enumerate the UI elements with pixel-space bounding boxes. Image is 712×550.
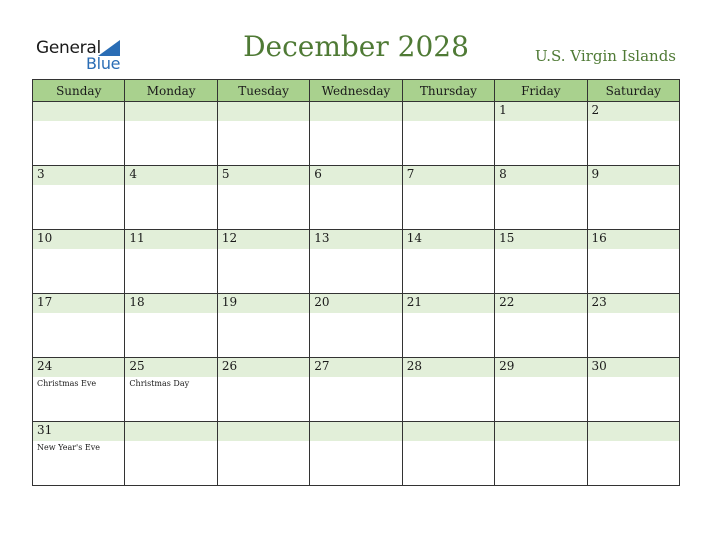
day-cell bbox=[587, 230, 679, 294]
day-number: 6 bbox=[314, 167, 322, 181]
day-cell bbox=[217, 230, 309, 294]
day-number: 2 bbox=[591, 103, 600, 117]
week-row bbox=[33, 422, 680, 486]
day-cell bbox=[125, 102, 217, 166]
week-row bbox=[33, 230, 680, 294]
day-number: 17 bbox=[37, 295, 53, 309]
weekday-header: Thursday bbox=[402, 80, 494, 102]
day-cell bbox=[125, 230, 217, 294]
day-cell bbox=[310, 166, 402, 230]
day-number: 29 bbox=[499, 359, 515, 373]
day-number-band bbox=[310, 422, 401, 441]
day-number: 10 bbox=[37, 231, 53, 245]
day-cell bbox=[217, 166, 309, 230]
day-number-band bbox=[125, 422, 216, 441]
day-number-band bbox=[495, 102, 586, 121]
day-number: 28 bbox=[406, 359, 422, 373]
day-number-band bbox=[588, 422, 679, 441]
day-cell bbox=[33, 294, 125, 358]
day-number: 24 bbox=[37, 359, 53, 373]
day-number-band bbox=[403, 166, 494, 185]
day-number: 25 bbox=[129, 359, 145, 373]
day-cell bbox=[125, 422, 217, 486]
day-cell bbox=[495, 422, 587, 486]
month-calendar bbox=[32, 79, 680, 486]
day-cell bbox=[402, 102, 494, 166]
day-cell bbox=[310, 230, 402, 294]
day-cell bbox=[495, 102, 587, 166]
day-number: 11 bbox=[129, 231, 145, 245]
day-cell bbox=[125, 166, 217, 230]
day-cell bbox=[495, 358, 587, 422]
calendar-body bbox=[33, 102, 680, 486]
day-number: 9 bbox=[591, 167, 600, 181]
day-number: 14 bbox=[406, 231, 422, 245]
day-number-band bbox=[310, 102, 401, 121]
day-cell bbox=[310, 422, 402, 486]
day-cell bbox=[402, 230, 494, 294]
day-number-band bbox=[403, 422, 494, 441]
day-number: 30 bbox=[591, 359, 607, 373]
day-number-band bbox=[218, 102, 309, 121]
day-number-band bbox=[403, 102, 494, 121]
day-cell bbox=[587, 102, 679, 166]
calendar-title: December 2028 bbox=[243, 30, 469, 63]
day-cell bbox=[217, 358, 309, 422]
day-number-band bbox=[310, 166, 401, 185]
day-number: 20 bbox=[314, 295, 330, 309]
day-number: 26 bbox=[221, 359, 238, 373]
day-number: 1 bbox=[499, 103, 507, 117]
day-number: 16 bbox=[591, 231, 607, 245]
region-name: U.S. Virgin Islands bbox=[535, 47, 676, 65]
day-number: 13 bbox=[314, 231, 330, 245]
day-number: 8 bbox=[499, 167, 507, 181]
day-number: 15 bbox=[499, 231, 515, 245]
day-number-band bbox=[125, 102, 216, 121]
day-cell bbox=[587, 294, 679, 358]
day-number: 3 bbox=[37, 167, 45, 181]
day-number: 22 bbox=[499, 295, 515, 309]
day-cell bbox=[402, 294, 494, 358]
day-number-band bbox=[33, 102, 124, 121]
weekday-header: Monday bbox=[125, 80, 217, 102]
weekday-header: Wednesday bbox=[310, 80, 402, 102]
day-number-band bbox=[495, 422, 586, 441]
day-cell bbox=[33, 422, 125, 486]
logo-text-general: General bbox=[36, 38, 101, 58]
logo-text-blue: Blue bbox=[86, 54, 121, 73]
day-cell bbox=[33, 358, 125, 422]
holiday-label: Christmas Day bbox=[129, 379, 190, 388]
day-cell bbox=[217, 102, 309, 166]
day-number: 31 bbox=[37, 423, 53, 437]
day-number-band bbox=[33, 166, 124, 185]
day-cell bbox=[310, 294, 402, 358]
day-cell bbox=[310, 358, 402, 422]
day-number: 12 bbox=[221, 231, 238, 245]
day-cell bbox=[33, 102, 125, 166]
day-number-band bbox=[125, 166, 216, 185]
holiday-label: Christmas Eve bbox=[37, 379, 97, 388]
day-cell bbox=[587, 422, 679, 486]
day-cell bbox=[310, 102, 402, 166]
week-row bbox=[33, 294, 680, 358]
day-number: 4 bbox=[129, 167, 138, 181]
day-cell bbox=[33, 166, 125, 230]
week-row bbox=[33, 358, 680, 422]
day-cell bbox=[217, 294, 309, 358]
day-cell bbox=[495, 230, 587, 294]
weekday-header: Tuesday bbox=[217, 80, 309, 102]
day-number-band bbox=[218, 166, 309, 185]
day-cell bbox=[402, 422, 494, 486]
day-cell bbox=[402, 358, 494, 422]
day-cell bbox=[495, 294, 587, 358]
holiday-label: New Year's Eve bbox=[37, 443, 100, 452]
day-number-band bbox=[588, 166, 679, 185]
day-cell bbox=[125, 358, 217, 422]
week-row bbox=[33, 102, 680, 166]
day-cell bbox=[495, 166, 587, 230]
day-cell bbox=[587, 358, 679, 422]
weekday-header-row bbox=[33, 80, 680, 102]
weekday-header: Friday bbox=[495, 80, 587, 102]
day-number-band bbox=[588, 102, 679, 121]
day-cell bbox=[587, 166, 679, 230]
day-number: 5 bbox=[221, 167, 230, 181]
weekday-header: Sunday bbox=[33, 80, 125, 102]
day-number-band bbox=[495, 166, 586, 185]
day-cell bbox=[217, 422, 309, 486]
day-cell bbox=[33, 230, 125, 294]
day-number: 21 bbox=[406, 295, 422, 309]
weekday-header: Saturday bbox=[587, 80, 679, 102]
day-number: 23 bbox=[591, 295, 607, 309]
day-cell bbox=[125, 294, 217, 358]
day-cell bbox=[402, 166, 494, 230]
week-row bbox=[33, 166, 680, 230]
day-number: 18 bbox=[129, 295, 145, 309]
day-number: 27 bbox=[314, 359, 330, 373]
day-number: 7 bbox=[406, 167, 415, 181]
day-number-band bbox=[218, 422, 309, 441]
day-number: 19 bbox=[221, 295, 238, 309]
